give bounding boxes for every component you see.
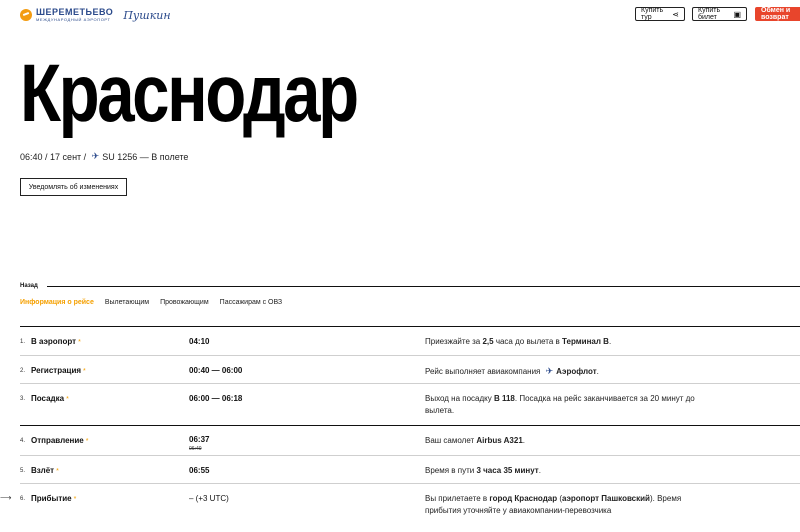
step-time: 00:40 — 06:00: [189, 366, 243, 375]
logo-subtitle: МЕЖДУНАРОДНЫЙ АЭРОПОРТ: [36, 17, 111, 22]
share-icon: ⋖: [672, 9, 679, 19]
flight-time: 06:40: [20, 151, 43, 162]
buy-tour-label: Купить тур: [641, 7, 664, 21]
step-row-arrival: [20, 483, 800, 532]
divider: [47, 286, 800, 287]
buy-tour-button[interactable]: [635, 7, 685, 21]
step-description: Приезжайте за 2,5 часа до вылета в Терминал B.: [425, 337, 612, 346]
step-title: Регистрация *: [31, 366, 86, 375]
step-description: Рейс выполняет авиакомпания ✈ Аэрофлот.: [425, 366, 599, 376]
notify-label: Уведомлять об изменениях: [28, 183, 119, 191]
step-number: 4.: [20, 438, 26, 444]
tab-reduced-mobility[interactable]: Пассажирам с ОВЗ: [219, 299, 283, 306]
step-time: – (+3 UTC): [189, 494, 229, 503]
step-number: 6.: [20, 496, 26, 502]
step-old-time: 06:40: [189, 446, 202, 452]
flight-number: SU 1256: [102, 151, 138, 162]
step-row-takeoff: [20, 455, 800, 484]
ticket-icon: ▣: [733, 9, 741, 19]
info-tabs: [20, 299, 293, 306]
step-row-airport: [20, 326, 800, 356]
step-number: 1.: [20, 339, 26, 345]
pushkin-logo: Пушкин: [123, 8, 171, 22]
step-title: В аэропорт *: [31, 337, 81, 346]
arrow-right-icon: ⟶: [0, 493, 12, 502]
step-row-boarding: [20, 383, 800, 426]
flight-summary: 06:40 / 17 сент / ✈ SU 1256 — В полете: [20, 151, 189, 162]
step-description: Время в пути 3 часа 35 минут.: [425, 466, 541, 475]
step-description: Вы прилетаете в город Краснодар (аэропорт Пашковский). Время прибытия уточняйте у авиакомпании-перевозчика: [425, 494, 682, 515]
step-title: Посадка *: [31, 394, 69, 403]
tab-departing[interactable]: Вылетающим: [104, 299, 150, 306]
step-row-checkin: [20, 355, 800, 384]
step-title: Прибытие *: [31, 494, 77, 503]
buy-ticket-label: Купить билет: [698, 7, 721, 21]
tab-flight-info[interactable]: Информация о рейсе: [20, 299, 94, 306]
tab-seeing-off[interactable]: Провожающим: [160, 299, 209, 306]
exchange-return-button[interactable]: [755, 7, 800, 21]
step-time: 06:00 — 06:18: [189, 394, 243, 403]
step-number: 5.: [20, 468, 26, 474]
step-number: 3.: [20, 396, 26, 402]
flight-date: 17 сент: [50, 151, 82, 162]
flight-status: В полете: [151, 151, 189, 162]
page-title: Краснодар: [20, 48, 357, 139]
exchange-label: Обмен и возврат: [761, 7, 791, 21]
buy-ticket-button[interactable]: [692, 7, 747, 21]
step-time: 04:10: [189, 337, 210, 346]
step-time: 06:55: [189, 466, 210, 475]
step-description: Выход на посадку B 118. Посадка на рейс заканчивается за 20 минут до вылета.: [425, 394, 695, 415]
sheremetyevo-logo[interactable]: [20, 8, 171, 22]
step-description: Ваш самолет Airbus A321.: [425, 436, 526, 445]
header: [0, 0, 800, 30]
step-number: 2.: [20, 368, 26, 374]
aeroflot-icon: ✈: [91, 151, 100, 161]
logo-title: ШЕРЕМЕТЬЕВО: [36, 7, 114, 17]
step-row-departure: [20, 425, 800, 456]
step-title: Отправление *: [31, 436, 89, 445]
step-time: 06:37: [189, 435, 210, 444]
step-title: Взлёт *: [31, 466, 59, 475]
back-link[interactable]: Назад: [20, 283, 38, 289]
aeroflot-icon: ✈: [545, 366, 554, 376]
logo-mark-icon: [20, 9, 32, 21]
notify-changes-button[interactable]: [20, 178, 127, 196]
